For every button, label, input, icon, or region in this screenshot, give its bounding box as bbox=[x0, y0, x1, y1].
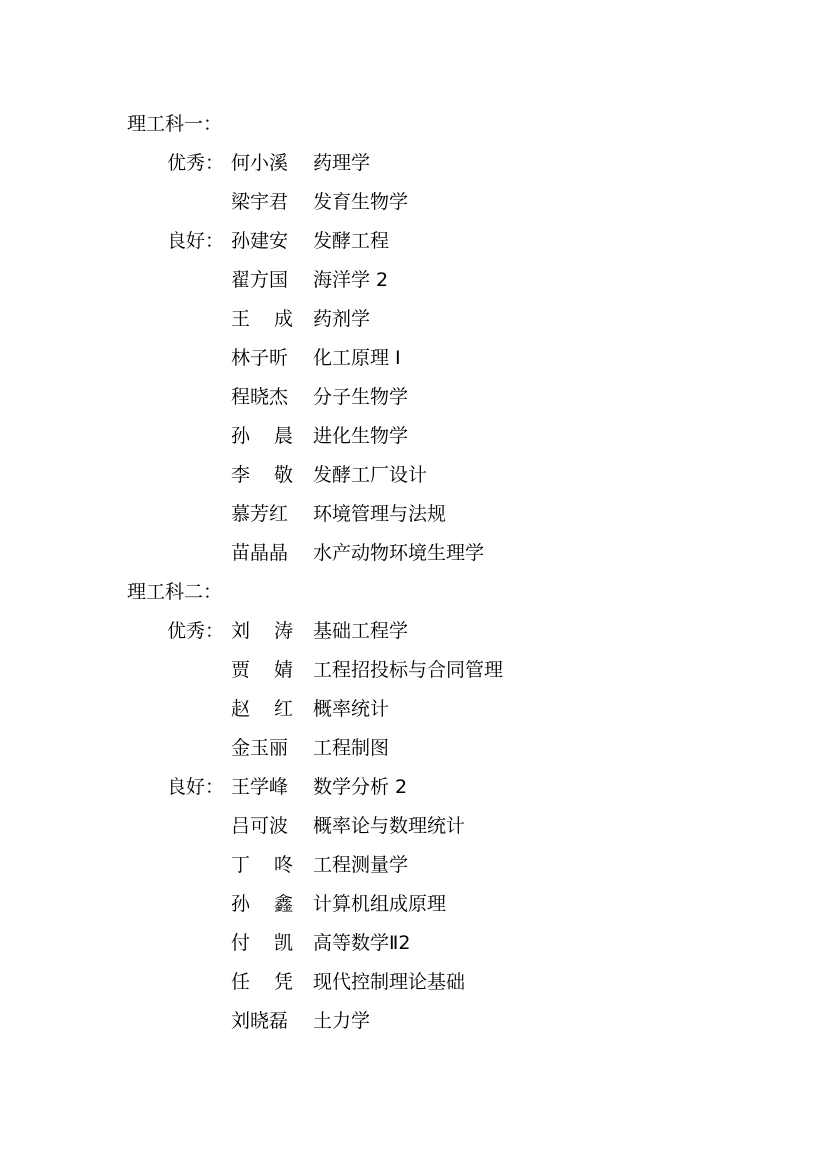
course-name: 概率统计 bbox=[313, 698, 390, 720]
course-name: 土力学 bbox=[313, 1010, 371, 1032]
student-name: 刘 涛 bbox=[231, 620, 293, 642]
grade-label: 优秀： bbox=[167, 152, 225, 174]
student-name: 何小溪 bbox=[231, 152, 289, 174]
student-name: 付 凯 bbox=[231, 932, 293, 954]
student-name: 梁宇君 bbox=[231, 191, 289, 213]
grade-label: 良好： bbox=[167, 776, 225, 798]
list-item bbox=[0, 658, 827, 682]
student-name: 林子昕 bbox=[231, 347, 289, 369]
student-name: 慕芳红 bbox=[231, 503, 289, 525]
list-item bbox=[0, 736, 827, 760]
course-name: 分子生物学 bbox=[313, 386, 409, 408]
student-name: 苗晶晶 bbox=[231, 542, 289, 564]
student-name: 王学峰 bbox=[231, 776, 289, 798]
list-item bbox=[0, 424, 827, 448]
list-item bbox=[0, 619, 827, 643]
student-name: 丁 咚 bbox=[231, 854, 293, 876]
list-item bbox=[0, 307, 827, 331]
list-item bbox=[0, 346, 827, 370]
course-name: 概率论与数理统计 bbox=[313, 815, 466, 837]
student-name: 任 凭 bbox=[231, 971, 293, 993]
list-item bbox=[0, 541, 827, 565]
student-name: 孙 晨 bbox=[231, 425, 293, 447]
section-title: 理工科一： bbox=[127, 113, 223, 135]
course-name: 计算机组成原理 bbox=[313, 893, 447, 915]
course-name: 发酵工程 bbox=[313, 230, 390, 252]
student-name: 李 敬 bbox=[231, 464, 293, 486]
course-name: 高等数学Ⅱ2 bbox=[313, 932, 411, 954]
student-name: 吕可波 bbox=[231, 815, 289, 837]
grade-label: 优秀： bbox=[167, 620, 225, 642]
list-item bbox=[0, 892, 827, 916]
student-name: 刘晓磊 bbox=[231, 1010, 289, 1032]
student-name: 翟方国 bbox=[231, 269, 289, 291]
course-name: 发育生物学 bbox=[313, 191, 409, 213]
list-item bbox=[0, 229, 827, 253]
list-item bbox=[0, 814, 827, 838]
course-name: 工程制图 bbox=[313, 737, 390, 759]
student-name: 孙 鑫 bbox=[231, 893, 293, 915]
list-item bbox=[0, 931, 827, 955]
grade-label: 良好： bbox=[167, 230, 225, 252]
list-item bbox=[0, 853, 827, 877]
student-name: 孙建安 bbox=[231, 230, 289, 252]
student-name: 王 成 bbox=[231, 308, 293, 330]
student-name: 金玉丽 bbox=[231, 737, 289, 759]
list-item bbox=[0, 463, 827, 487]
student-name: 赵 红 bbox=[231, 698, 293, 720]
list-item bbox=[0, 502, 827, 526]
course-name: 工程招投标与合同管理 bbox=[313, 659, 504, 681]
course-name: 海洋学 2 bbox=[313, 269, 389, 291]
course-name: 水产动物环境生理学 bbox=[313, 542, 485, 564]
course-name: 发酵工厂设计 bbox=[313, 464, 428, 486]
student-name: 贾 婧 bbox=[231, 659, 293, 681]
course-name: 数学分析 2 bbox=[313, 776, 408, 798]
list-item bbox=[0, 268, 827, 292]
course-name: 化工原理 I bbox=[313, 347, 401, 369]
list-item bbox=[0, 970, 827, 994]
list-item bbox=[0, 385, 827, 409]
section-title: 理工科二： bbox=[127, 581, 223, 603]
list-item bbox=[0, 1009, 827, 1033]
student-name: 程晓杰 bbox=[231, 386, 289, 408]
course-name: 现代控制理论基础 bbox=[313, 971, 466, 993]
course-name: 药理学 bbox=[313, 152, 371, 174]
list-item bbox=[0, 697, 827, 721]
list-item bbox=[0, 151, 827, 175]
list-item bbox=[0, 775, 827, 799]
list-item bbox=[0, 190, 827, 214]
course-name: 环境管理与法规 bbox=[313, 503, 447, 525]
course-name: 进化生物学 bbox=[313, 425, 409, 447]
course-name: 药剂学 bbox=[313, 308, 371, 330]
course-name: 基础工程学 bbox=[313, 620, 409, 642]
course-name: 工程测量学 bbox=[313, 854, 409, 876]
